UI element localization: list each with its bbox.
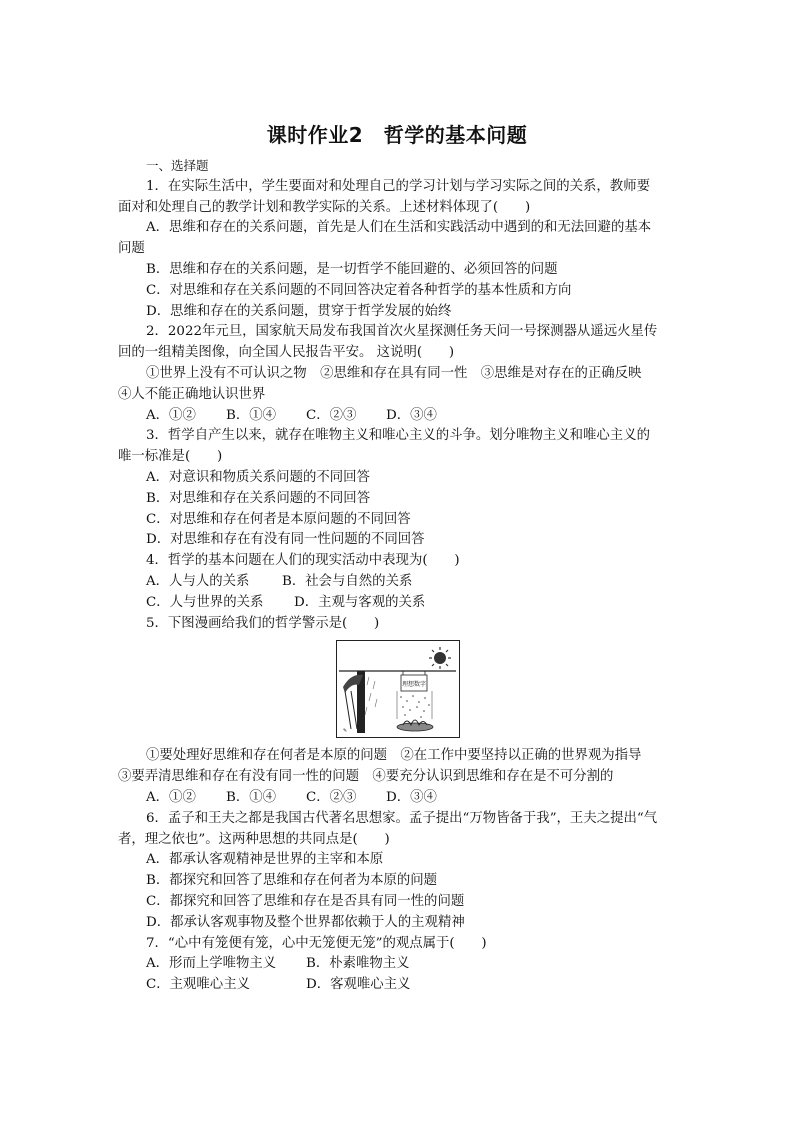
option-d: D．对思维和存在有没有同一性问题的不同回答 [146, 532, 425, 548]
question-stem: 2．2022年元旦，国家航天局发布我国首次火星探测任务天问一号探测器从遥远火星传 [146, 324, 658, 340]
person-figure [343, 671, 365, 733]
option-a: A．思维和存在的关系问题，首先是人们在生活和实践活动中遇到的和无法回避的基本 [146, 220, 652, 236]
option-a: A．①② [146, 789, 196, 805]
option-c: C．人与世界的关系 [146, 594, 264, 610]
cartoon-illustration [337, 641, 458, 736]
option-c: C．②③ [306, 789, 357, 805]
cartoon-figure [336, 640, 460, 738]
option-a: A．①② [146, 407, 196, 423]
option-c: C．对思维和存在关系问题的不同回答决定着各种哲学的基本性质和方向 [146, 282, 572, 298]
option-c: C．都探究和回答了思维和存在是否具有同一性的问题 [146, 893, 465, 909]
question-stem: 唯一标准是( ) [118, 449, 223, 465]
option-row [118, 788, 678, 809]
statement-list: ④人不能正确地认识世界 [118, 386, 266, 402]
statement-list: ①世界上没有不可认识之物 ②思维和存在具有同一性 ③思维是对存在的正确反映 [146, 365, 642, 381]
option-c: C．对思维和存在何者是本原问题的不同回答 [146, 511, 411, 527]
option-b: B．都探究和回答了思维和存在何者为本原的问题 [146, 873, 438, 889]
option-row [118, 954, 678, 975]
option-d: D．都承认客观事物及整个世界都依赖于人的主观精神 [146, 914, 465, 930]
sign-board [397, 671, 432, 719]
option-b: B．对思维和存在关系问题的不同回答 [146, 490, 371, 506]
question-stem: 6．孟子和王夫之都是我国古代著名思想家。孟子提出“万物皆备于我”，王夫之提出“气 [146, 810, 658, 826]
question-stem: 回的一组精美图像，向全国人民报告平安。 这说明( ) [118, 345, 455, 361]
question-stem: 4．哲学的基本问题在人们的现实活动中表现为( ) [146, 553, 460, 569]
option-a: A．人与人的关系 [146, 573, 250, 589]
option-d: D．③④ [386, 789, 437, 805]
option-b: B．①④ [226, 407, 277, 423]
svg-text:✎: ✎ [343, 728, 348, 735]
question-stem: 5．下图漫画给我们的哲学警示是( ) [146, 615, 380, 631]
question-4 [118, 551, 678, 613]
question-stem: 者，理之依也”。这两种思想的共同点是( ) [118, 831, 390, 847]
option-c: C．主观唯心主义 [146, 977, 250, 993]
option-c: C．②③ [306, 407, 357, 423]
option-row [118, 406, 678, 427]
option-d: D．客观唯心主义 [306, 977, 411, 993]
question-list [118, 156, 678, 996]
option-row [118, 572, 678, 593]
option-row [118, 593, 678, 614]
question-stem: 7．“心中有笼便有笼，心中无笼便无笼”的观点属于( ) [146, 935, 487, 951]
option-b: B．思维和存在的关系问题，是一切哲学不能回避的、必须回答的问题 [146, 261, 558, 277]
statement-list: ③要弄清思维和存在有没有同一性的问题 ④要充分认识到思维和存在是不可分割的 [118, 769, 614, 785]
option-a: A．都承认客观精神是世界的主宰和本原 [146, 852, 384, 868]
question-stem: 3．哲学自产生以来，就存在唯物主义和唯心主义的斗争。划分唯物主义和唯心主义的 [146, 428, 650, 444]
option-d: D．主观与客观的关系 [294, 594, 426, 610]
question-3 [118, 426, 678, 551]
option-a: A．形而上学唯物主义 [146, 956, 277, 972]
question-7 [118, 934, 678, 996]
question-stem: 面对和处理自己的教学计划和教学实际的关系。上述材料体现了( ) [118, 199, 531, 215]
option-a-cont: 问题 [118, 241, 145, 257]
basin-figure [397, 720, 433, 731]
option-row [118, 975, 678, 996]
option-a: A．对意识和物质关系问题的不同回答 [146, 469, 370, 485]
question-5 [118, 614, 678, 809]
option-b: B．①④ [226, 789, 277, 805]
question-2 [118, 322, 678, 426]
question-6 [118, 809, 678, 934]
option-b: B．朴素唯物主义 [306, 956, 410, 972]
page-title: 课时作业2 哲学的基本问题 [266, 123, 528, 147]
statement-list: ①要处理好思维和存在何者是本原的问题 ②在工作中要坚持以正确的世界观为指导 [146, 748, 642, 764]
option-d: D．思维和存在的关系问题，贯穿于哲学发展的始终 [146, 303, 452, 319]
question-1 [118, 177, 678, 323]
sun-icon [429, 647, 451, 669]
question-stem: 1．在实际生活中，学生要面对和处理自己的学习计划与学习实际之间的关系，教师要 [146, 178, 650, 194]
sign-text: 理想数字 [401, 681, 427, 689]
section-heading: 一、选择题 [146, 158, 209, 173]
option-d: D．③④ [386, 407, 437, 423]
option-b: B．社会与自然的关系 [282, 573, 413, 589]
